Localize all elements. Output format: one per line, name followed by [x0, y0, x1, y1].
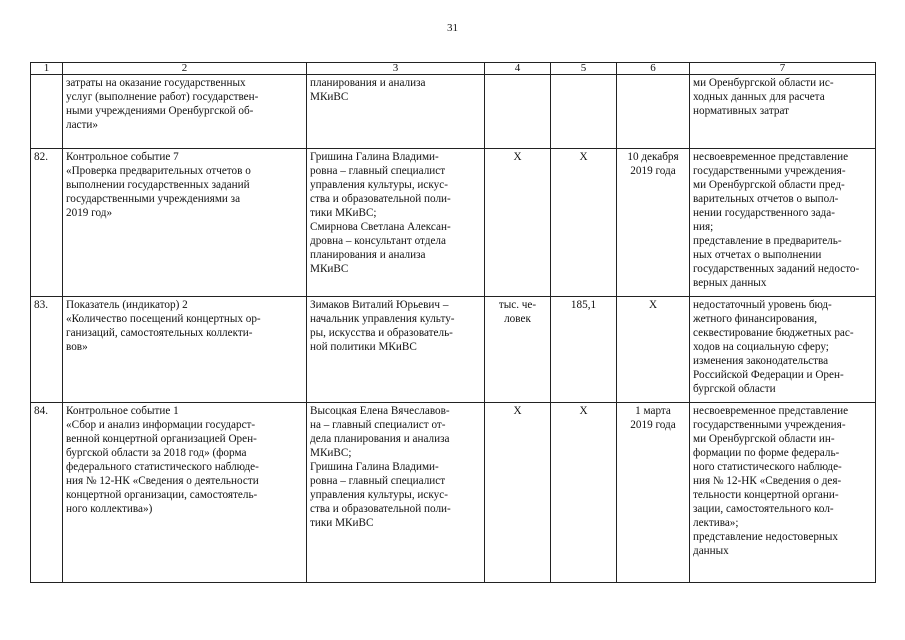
risks-cell-line: изменения законодательства	[693, 355, 829, 367]
risks-cell-line: жетного финансирования,	[693, 313, 818, 325]
column-header: 5	[551, 63, 617, 75]
deadline-cell-line: 2019 года	[630, 165, 676, 177]
risks-cell-line: варительных отчетов о выпол-	[693, 193, 839, 205]
description-cell	[63, 75, 307, 149]
description-cell-line: «Количество посещений концертных ор-	[66, 313, 261, 325]
risks-cell-line: несвоевременное представление	[693, 405, 849, 417]
risks-cell-line: ходных данных для расчета	[693, 91, 825, 103]
description-cell-line: Показатель (индикатор) 2	[66, 299, 188, 311]
responsible-cell-line: Высоцкая Елена Вячеславов-	[310, 405, 450, 417]
responsible-cell-line: планирования и анализа	[310, 77, 426, 89]
responsible-cell	[307, 297, 485, 403]
responsible-cell-line: Гришина Галина Владими-	[310, 461, 439, 473]
risks-cell-line: ного статистического наблюде-	[693, 461, 842, 473]
description-cell-line: выполнении государственных заданий	[66, 179, 250, 191]
unit-cell-line: Х	[513, 151, 522, 163]
description-cell-line: венной концертной организацией Орен-	[66, 433, 257, 445]
risks-cell-line: представление в предваритель-	[693, 235, 842, 247]
responsible-cell-line: начальник управления культу-	[310, 313, 455, 325]
description-cell-line: Контрольное событие 7	[66, 151, 179, 163]
responsible-cell-line: ровна – главный специалист	[310, 165, 446, 177]
description-cell-line: «Сбор и анализ информации государст-	[66, 419, 256, 431]
unit-cell-line: тыс. че-	[498, 299, 537, 311]
risks-cell-line: несвоевременное представление	[693, 151, 849, 163]
responsible-cell-line: МКиВС	[310, 263, 349, 275]
column-header: 6	[617, 63, 690, 75]
row-number-cell: 82.	[31, 149, 63, 297]
description-cell-line: 2019 год»	[66, 207, 113, 219]
deadline-cell	[617, 75, 690, 149]
risks-cell-line: нении государственного зада-	[693, 207, 835, 219]
table-row	[31, 149, 876, 297]
column-header: 1	[31, 63, 63, 75]
description-cell	[63, 149, 307, 297]
table-row	[31, 75, 876, 149]
risks-cell-line: ми Оренбургской области ис-	[693, 77, 834, 89]
description-cell	[63, 403, 307, 583]
description-cell-line: затраты на оказание государственных	[66, 77, 246, 89]
column-header: 3	[307, 63, 485, 75]
risks-cell-line: ходов на социальную сферу;	[693, 341, 829, 353]
description-cell-line: ганизаций, самостоятельных коллекти-	[66, 327, 253, 339]
risks-cell	[690, 75, 876, 149]
table-row	[31, 297, 876, 403]
risks-cell-line: ния № 12-НК «Сведения о дея-	[693, 475, 842, 487]
unit-cell	[485, 75, 551, 149]
description-cell-line: ного коллектива»)	[66, 503, 153, 515]
risks-cell-line: государственных заданий недосто-	[693, 263, 860, 275]
risks-cell-line: тельности концертной органи-	[693, 489, 839, 501]
responsible-cell-line: Гришина Галина Владими-	[310, 151, 439, 163]
value-cell: Х	[551, 149, 617, 297]
description-cell-line: услуг (выполнение работ) государствен-	[66, 91, 259, 103]
unit-cell	[485, 149, 551, 297]
deadline-cell-line: Х	[648, 299, 658, 311]
page-number: 31	[447, 22, 458, 34]
responsible-cell-line: ства и образовательной поли-	[310, 193, 451, 205]
responsible-cell-line: ры, искусства и образователь-	[310, 327, 453, 339]
value-cell: 185,1	[551, 297, 617, 403]
risks-cell-line: ния;	[693, 221, 714, 233]
responsible-cell-line: управления культуры, искус-	[310, 489, 448, 501]
description-cell-line: федерального статистического наблюде-	[66, 461, 259, 473]
responsible-cell-line: Зимаков Виталий Юрьевич –	[310, 299, 449, 311]
table-row	[31, 403, 876, 583]
risks-cell-line: верных данных	[693, 277, 767, 289]
risks-cell-line: формации по форме федераль-	[693, 447, 840, 459]
description-cell-line: бургской области за 2018 год» (форма	[66, 447, 247, 459]
deadline-cell-line: 1 марта	[635, 405, 671, 417]
responsible-cell-line: МКиВС	[310, 91, 349, 103]
description-cell-line: Контрольное событие 1	[66, 405, 179, 417]
risks-cell	[690, 403, 876, 583]
value-cell: Х	[551, 403, 617, 583]
value-cell	[551, 75, 617, 149]
risks-cell-line: недостаточный уровень бюд-	[693, 299, 832, 311]
risks-cell	[690, 149, 876, 297]
risks-cell-line: зации, самостоятельного кол-	[693, 503, 834, 515]
responsible-cell	[307, 75, 485, 149]
column-number-row	[31, 63, 876, 75]
responsible-cell-line: на – главный специалист от-	[310, 419, 446, 431]
responsible-cell-line: тики МКиВС;	[310, 207, 377, 219]
risks-cell-line: представление недостоверных	[693, 531, 839, 543]
deadline-cell	[617, 403, 690, 583]
deadline-cell	[617, 297, 690, 403]
responsible-cell-line: ровна – главный специалист	[310, 475, 446, 487]
column-header: 4	[485, 63, 551, 75]
responsible-cell-line: планирования и анализа	[310, 249, 426, 261]
description-cell-line: «Проверка предварительных отчетов о	[66, 165, 251, 177]
responsible-cell-line: ства и образовательной поли-	[310, 503, 451, 515]
risks-cell-line: лектива»;	[693, 517, 739, 529]
responsible-cell-line: дела планирования и анализа	[310, 433, 450, 445]
risks-cell-line: Российской Федерации и Орен-	[693, 369, 844, 381]
risks-cell-line: данных	[693, 545, 729, 557]
responsible-cell-line: МКиВС;	[310, 447, 352, 459]
description-cell	[63, 297, 307, 403]
unit-cell-line: Х	[513, 405, 522, 417]
description-cell-line: ными учреждениями Оренбургской об-	[66, 105, 254, 117]
description-cell-line: вов»	[66, 341, 88, 353]
description-cell-line: ласти»	[66, 119, 98, 131]
risks-cell-line: ми Оренбургской области ин-	[693, 433, 835, 445]
responsible-cell	[307, 403, 485, 583]
unit-cell	[485, 403, 551, 583]
row-number-cell: 84.	[31, 403, 63, 583]
risks-cell-line: государственными учреждения-	[693, 419, 846, 431]
risks-cell	[690, 297, 876, 403]
risks-cell-line: нормативных затрат	[693, 105, 790, 117]
risks-cell-line: ных отчетах о выполнении	[693, 249, 822, 261]
responsible-cell-line: ной политики МКиВС	[310, 341, 417, 353]
risks-cell-line: государственными учреждения-	[693, 165, 846, 177]
responsible-cell-line: управления культуры, искус-	[310, 179, 448, 191]
description-cell-line: ния № 12-НК «Сведения о деятельности	[66, 475, 259, 487]
row-number-cell: 83.	[31, 297, 63, 403]
plan-table	[30, 62, 876, 583]
risks-cell-line: секвестирование бюджетных рас-	[693, 327, 854, 339]
description-cell-line: государственными учреждениями за	[66, 193, 241, 205]
responsible-cell-line: Смирнова Светлана Алексан-	[310, 221, 451, 233]
unit-cell	[485, 297, 551, 403]
deadline-cell-line: 2019 года	[630, 419, 676, 431]
description-cell-line: концертной организации, самостоятель-	[66, 489, 258, 501]
risks-cell-line: ми Оренбургской области пред-	[693, 179, 845, 191]
column-header: 7	[690, 63, 876, 75]
risks-cell-line: бургской области	[693, 383, 776, 395]
responsible-cell-line: дровна – консультант отдела	[310, 235, 446, 247]
deadline-cell-line: 10 декабря	[627, 151, 679, 163]
column-header: 2	[63, 63, 307, 75]
unit-cell-line: ловек	[504, 313, 531, 325]
row-number-cell	[31, 75, 63, 149]
deadline-cell	[617, 149, 690, 297]
responsible-cell-line: тики МКиВС	[310, 517, 374, 529]
responsible-cell	[307, 149, 485, 297]
